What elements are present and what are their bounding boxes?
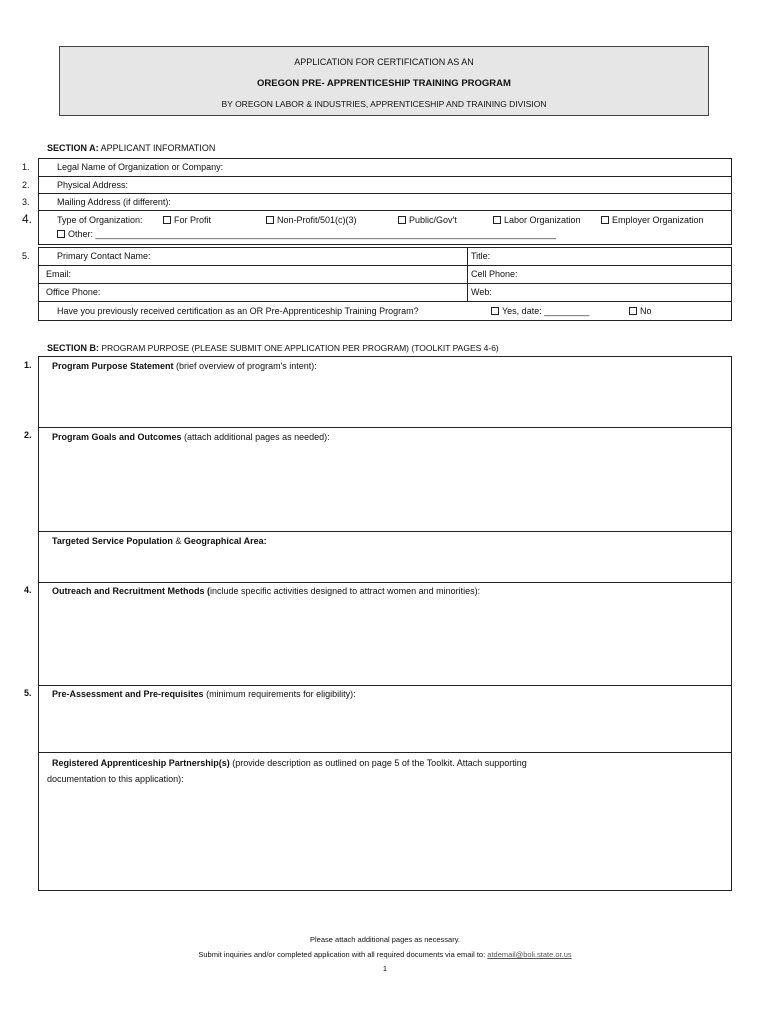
- office-phone-label: Office Phone:: [46, 287, 101, 297]
- apprenticeship-partnership-label-cont: documentation to this application):: [47, 774, 184, 784]
- previous-certification-question: Have you previously received certification as an OR Pre-Apprenticeship Training Program?: [57, 306, 419, 316]
- section-a-title: SECTION A: APPLICANT INFORMATION: [47, 143, 216, 153]
- physical-address-label: Physical Address:: [57, 180, 129, 190]
- public-govt-checkbox[interactable]: [398, 216, 406, 224]
- row-number: 4.: [24, 585, 32, 595]
- previous-yes-option[interactable]: Yes, date: _________: [491, 306, 589, 316]
- footer-note: Please attach additional pages as necessary.: [310, 935, 460, 944]
- apprenticeship-partnership-field[interactable]: [39, 753, 731, 890]
- previous-no-option[interactable]: No: [629, 306, 652, 316]
- organization-type-row: [39, 211, 731, 244]
- header-line-2: OREGON PRE- APPRENTICESHIP TRAINING PROGRAM: [257, 78, 511, 89]
- goals-outcomes-label: Program Goals and Outcomes (attach additional pages as needed):: [52, 432, 330, 442]
- purpose-statement-field[interactable]: [39, 357, 731, 428]
- row-number: 2.: [24, 430, 32, 440]
- previous-certification-row: [39, 302, 731, 320]
- pre-assessment-field[interactable]: [39, 686, 731, 753]
- row-number: 3.: [22, 197, 30, 207]
- header-line-1: APPLICATION FOR CERTIFICATION AS AN: [294, 57, 474, 67]
- other-option[interactable]: Other: ____________________________________________________________________________________________: [57, 229, 556, 239]
- apprenticeship-partnership-label: Registered Apprenticeship Partnership(s) (provide description as outlined on page 5 of the Toolkit. Attach supporting: [52, 758, 527, 768]
- service-population-label: Targeted Service Population & Geographical Area:: [52, 536, 267, 546]
- footer-email-link[interactable]: atdemail@boli.state.or.us: [487, 950, 572, 959]
- employer-org-option[interactable]: Employer Organization: [601, 215, 704, 225]
- labor-org-option[interactable]: Labor Organization: [493, 215, 581, 225]
- employer-org-checkbox[interactable]: [601, 216, 609, 224]
- labor-org-checkbox[interactable]: [493, 216, 501, 224]
- footer-submit: Submit inquiries and/or completed application with all required documents via email to: atdemail@boli.state.or.us: [198, 950, 572, 959]
- mailing-address-label: Mailing Address (if different):: [57, 197, 171, 207]
- primary-contact-label: Primary Contact Name:: [57, 251, 151, 261]
- primary-contact-row[interactable]: [39, 248, 731, 266]
- section-b-table: [38, 356, 732, 891]
- no-checkbox[interactable]: [629, 307, 637, 315]
- row-number: 1.: [24, 360, 32, 370]
- row-number: 2.: [22, 180, 30, 190]
- title-label: Title:: [471, 251, 491, 261]
- public-govt-option[interactable]: Public/Gov't: [398, 215, 457, 225]
- non-profit-option[interactable]: Non-Profit/501(c)(3): [266, 215, 357, 225]
- row-number: 1.: [22, 162, 30, 172]
- goals-outcomes-field[interactable]: [39, 428, 731, 532]
- web-label: Web:: [471, 287, 492, 297]
- email-label: Email:: [46, 269, 72, 279]
- other-checkbox[interactable]: [57, 230, 65, 238]
- legal-name-row[interactable]: [39, 159, 731, 177]
- for-profit-checkbox[interactable]: [163, 216, 171, 224]
- yes-checkbox[interactable]: [491, 307, 499, 315]
- pre-assessment-label: Pre-Assessment and Pre-requisites (minimum requirements for eligibility):: [52, 689, 356, 699]
- outreach-recruitment-label: Outreach and Recruitment Methods (include specific activities designed to attract women and minorities):: [52, 586, 481, 596]
- outreach-recruitment-field[interactable]: [39, 583, 731, 686]
- row-number: 5.: [22, 251, 30, 261]
- row-number: 5.: [24, 688, 32, 698]
- cell-phone-label: Cell Phone:: [471, 269, 518, 279]
- purpose-statement-label: Program Purpose Statement (brief overview of program's intent):: [52, 361, 317, 371]
- row-number: 4.: [22, 212, 33, 226]
- legal-name-label: Legal Name of Organization or Company:: [57, 162, 224, 172]
- organization-type-label: Type of Organization:: [57, 215, 143, 225]
- section-a-table-top: [38, 158, 732, 245]
- page-number: 1: [382, 964, 388, 973]
- section-b-title: SECTION B: PROGRAM PURPOSE (PLEASE SUBMIT ONE APPLICATION PER PROGRAM) (TOOLKIT PAGES 4-6): [47, 343, 499, 353]
- section-a-table-contact: [38, 247, 732, 321]
- mailing-address-row[interactable]: [39, 194, 731, 211]
- non-profit-checkbox[interactable]: [266, 216, 274, 224]
- header-line-3: BY OREGON LABOR & INDUSTRIES, APPRENTICESHIP AND TRAINING DIVISION: [221, 99, 547, 109]
- service-population-field[interactable]: [39, 532, 731, 583]
- email-row[interactable]: [39, 266, 731, 284]
- office-phone-row[interactable]: [39, 284, 731, 302]
- form-header: [59, 46, 709, 116]
- physical-address-row[interactable]: [39, 177, 731, 194]
- other-input-line[interactable]: ____________________________________________________________________________________________: [95, 229, 557, 239]
- for-profit-option[interactable]: For Profit: [163, 215, 211, 225]
